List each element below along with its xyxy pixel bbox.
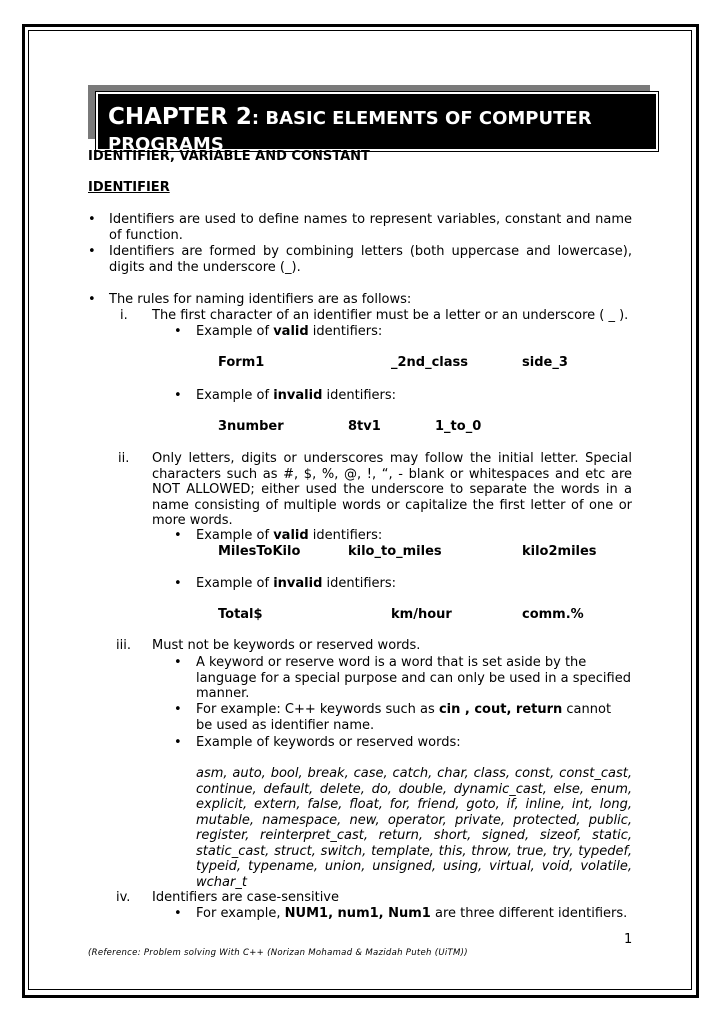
rule-i-valid-label: Example of valid identifiers: (196, 324, 383, 339)
chapter-number: CHAPTER 2 (108, 104, 252, 130)
bullet-marker: • (88, 244, 96, 259)
bullet-marker: • (174, 735, 182, 750)
rule-i-numeral: i. (120, 308, 128, 323)
rule-i-invalid-label: Example of invalid identifiers: (196, 388, 397, 403)
chapter-title-text: : BASIC ELEMENTS OF COMPUTER PROGRAMS (108, 108, 592, 151)
intro-bullet-1: Identifiers are used to define names to represent variables, constant and name of function. (109, 212, 632, 243)
rule-iv-example: For example, NUM1, num1, Num1 are three different identifiers. (196, 906, 628, 921)
bullet-marker: • (174, 576, 182, 591)
valid-example: side_3 (522, 355, 568, 370)
chapter-title (108, 104, 653, 151)
intro-bullet-2: Identifiers are formed by combining letters (both uppercase and lowercase), digits and the underscore (_). (109, 244, 632, 275)
rule-iv-text: Identifiers are case-sensitive (152, 890, 339, 905)
invalid-example: km/hour (391, 607, 452, 622)
valid-example: _2nd_class (391, 355, 469, 370)
bullet-marker: • (88, 212, 96, 227)
bullet-marker: • (174, 528, 182, 543)
keywords-list: asm, auto, bool, break, case, catch, char, class, const, const_cast, continue, default, delete, do, double, dynamic_cast, else, enum, explicit, extern, false, float, for, friend, goto, if, inline, int, long, mutable, namespace, new, operator, private, protected, public, register, reinterpret_cast, return, short, signed, sizeof, static, static_cast, struct, switch, template, this, throw, true, try, typedef, typeid, typename, union, unsigned, using, virtual, void, volatile, wchar_t (196, 766, 632, 890)
rule-iii-point-1: A keyword or reserve word is a word that is set aside by the language for a special purpose and can only be used in a specified manner. (196, 655, 631, 701)
section-heading: IDENTIFIER, VARIABLE AND CONSTANT (88, 149, 370, 164)
rules-intro: The rules for naming identifiers are as follows: (109, 292, 412, 307)
bullet-marker: • (174, 655, 182, 670)
chapter-banner (96, 92, 658, 151)
rule-ii-numeral: ii. (118, 451, 130, 466)
invalid-example: 3number (218, 419, 284, 434)
invalid-example: comm.% (522, 607, 584, 622)
bullet-marker: • (88, 292, 96, 307)
rule-iv-numeral: iv. (116, 890, 131, 905)
subheading-identifier: IDENTIFIER (88, 180, 170, 195)
rule-iii-text: Must not be keywords or reserved words. (152, 638, 421, 653)
invalid-example: 1_to_0 (435, 419, 482, 434)
page-number: 1 (624, 932, 633, 947)
bullet-marker: • (174, 388, 182, 403)
rule-iii-point-2: For example: C++ keywords such as cin , cout, return cannot be used as identifier name. (196, 702, 612, 733)
rule-iii-numeral: iii. (116, 638, 131, 653)
footer-reference: (Reference: Problem solving With C++ (Norizan Mohamad & Mazidah Puteh (UiTM)) (88, 948, 468, 958)
rule-ii-valid-label: Example of valid identifiers: (196, 528, 383, 543)
bullet-marker: • (174, 324, 182, 339)
valid-example: kilo_to_miles (348, 544, 442, 559)
invalid-example: Total$ (218, 607, 263, 622)
valid-example: kilo2miles (522, 544, 597, 559)
rule-iii-point-3: Example of keywords or reserved words: (196, 735, 461, 750)
rule-ii-invalid-label: Example of invalid identifiers: (196, 576, 397, 591)
valid-example: Form1 (218, 355, 265, 370)
invalid-example: 8tv1 (348, 419, 381, 434)
valid-example: MilesToKilo (218, 544, 301, 559)
rule-i-text: The first character of an identifier must be a letter or an underscore ( _ ). (152, 308, 629, 323)
bullet-marker: • (174, 906, 182, 921)
rule-ii-text: Only letters, digits or underscores may follow the initial letter. Special characters such as #, $, %, @, !, “, - blank or whitespaces and etc are NOT ALLOWED; either used the underscore to separate the words in a name consisting of multiple words or capitalize the first letter of one or more words. (152, 451, 632, 528)
bullet-marker: • (174, 702, 182, 717)
